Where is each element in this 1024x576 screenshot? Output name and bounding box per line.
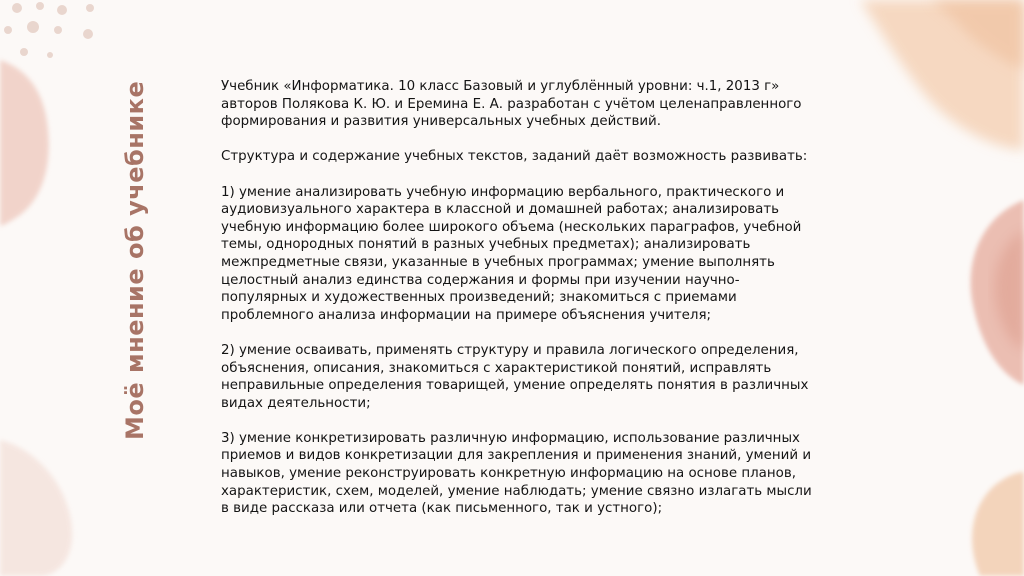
decorative-bottom-right-splash <box>972 472 1024 576</box>
skill-item-2: 2) умение осваивать, применять структуру и правила логического определения, объяснения, описания, знакомиться с характеристикой понятий, исправлять неправильные определения товарищей, умение определять понятия в различных видах деятельности; <box>221 342 809 411</box>
skill-item-3: 3) умение конкретизировать различную информацию, использование различных приемов и видов конкретизации для закрепления и применения знаний, умений и навыков, умение реконструировать конкретную информацию на основе планов, характеристик, схем, моделей, умение наблюдать; умение связно излагать мысли в виде рассказа или отчета (как письменного, так и устного); <box>221 430 812 517</box>
skill-item-1: 1) умение анализировать учебную информацию вербального, практического и аудиовизуального характера в классной и домашней работах; анализировать учебную информацию более широкого объема (нескольких параграфов, учебной темы, однородных понятий в разных учебных предметах); анализировать межпредметные связи, указанные в учебных программах; умение выполнять целостный анализ единства содержания и формы при изучении научно- популярных и художественных произведений; знакомиться с приемами проблемного анализа информации на примере объяснения учителя; <box>221 184 802 323</box>
decorative-left-splash <box>0 60 49 226</box>
intro-paragraph: Учебник «Информатика. 10 класс Базовый и углублённый уровни: ч.1, 2013 г» авторов Полякова К. Ю. и Еремина Е. А. разработан с учётом целенаправленного формирования и развития универсальных учебных действий. <box>221 79 802 130</box>
slide-title: Моё мнение об учебнике <box>121 80 149 440</box>
slide-body <box>221 78 901 518</box>
decorative-bottom-left-splash <box>0 440 72 576</box>
structure-paragraph: Структура и содержание учебных текстов, заданий даёт возможность развивать: <box>221 149 808 165</box>
decorative-dots <box>4 2 94 58</box>
